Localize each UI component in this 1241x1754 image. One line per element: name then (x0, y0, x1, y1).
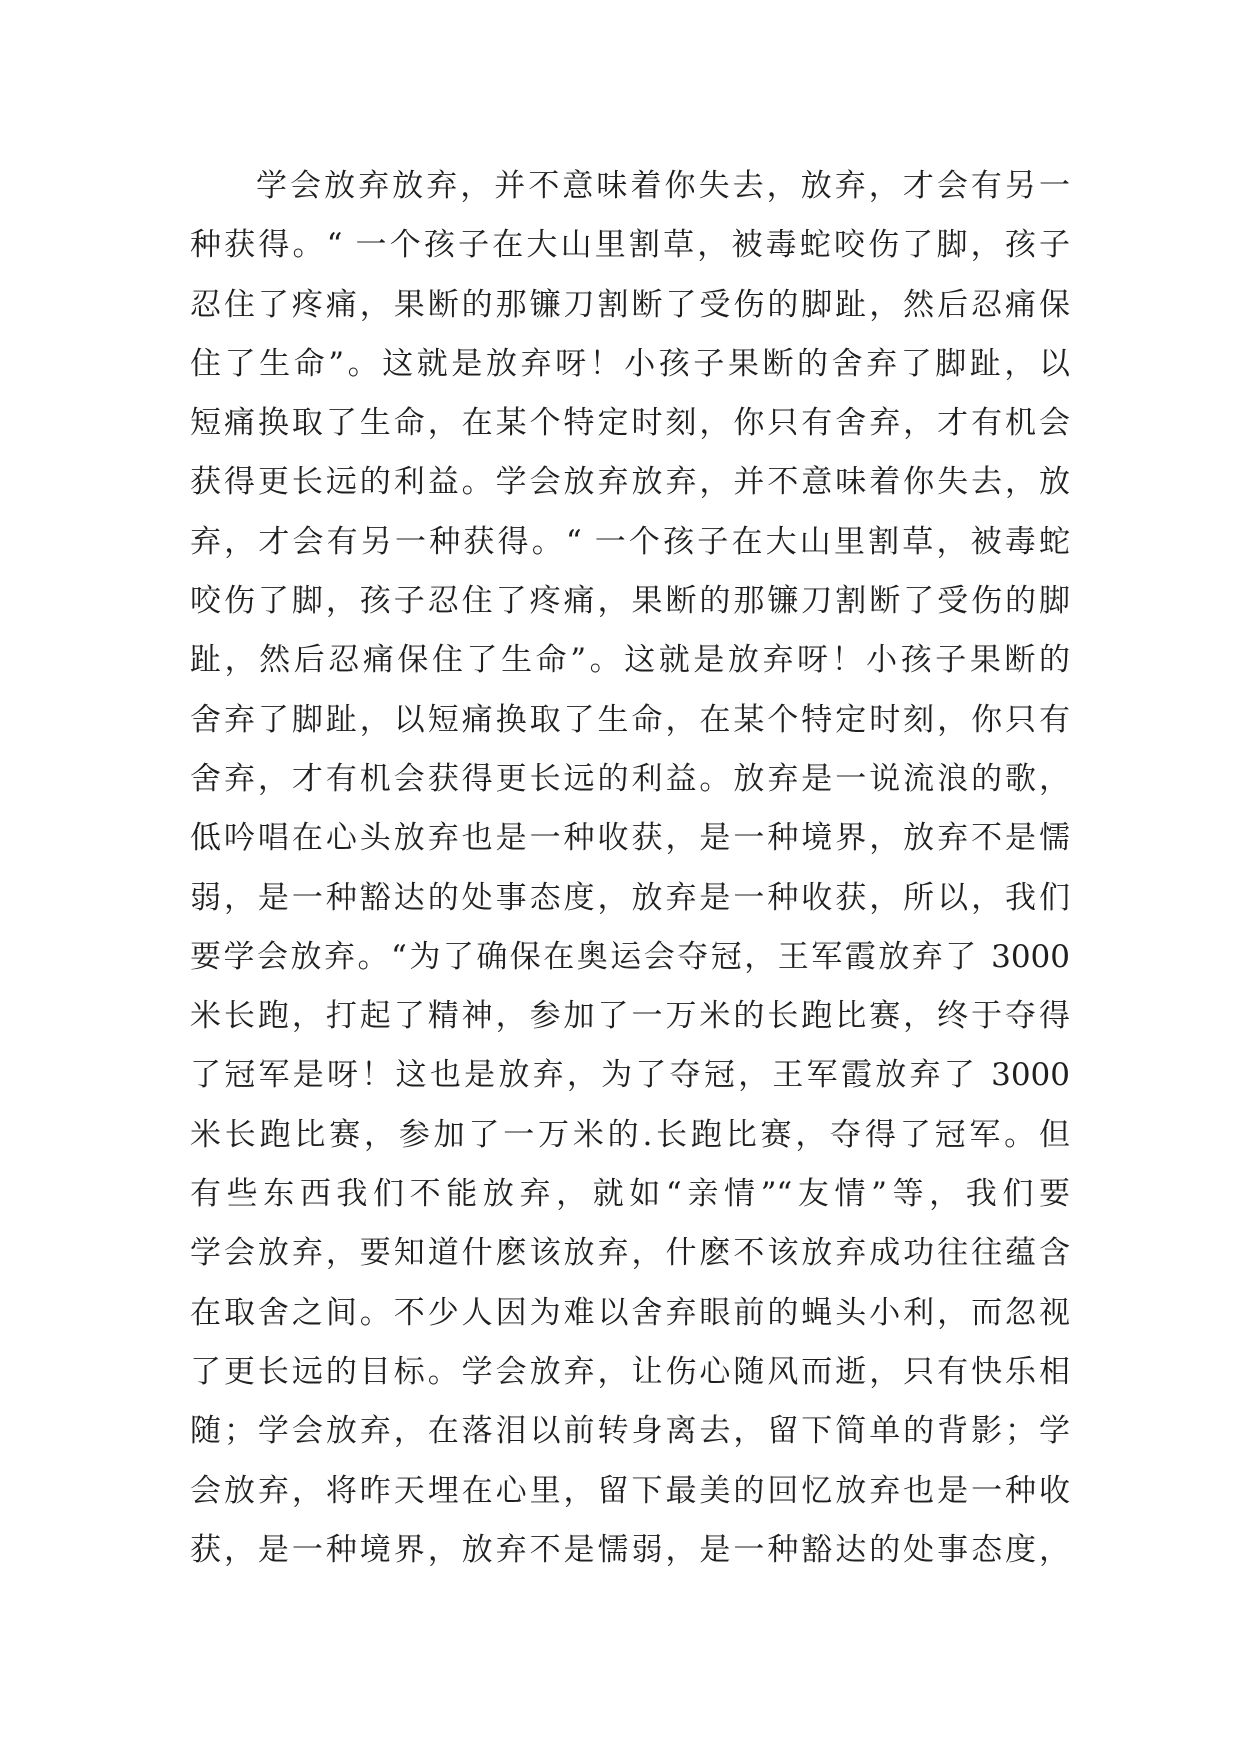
text-line: 获，是一种境界，放弃不是懦弱，是一种豁达的处事态度， (190, 1531, 1070, 1568)
body-paragraph (190, 157, 1070, 1580)
text-line: 忍住了疼痛，果断的那镰刀割断了受伤的脚趾，然后忍痛保 (190, 286, 1070, 323)
text-line: 住了生命”。这就是放弃呀！小孩子果断的舍弃了脚趾，以 (190, 345, 1070, 382)
text-line: 咬伤了脚，孩子忍住了疼痛，果断的那镰刀割断了受伤的脚 (190, 583, 1070, 620)
text-line: 低吟唱在心头放弃也是一种收获，是一种境界，放弃不是懦 (190, 820, 1070, 857)
text-line: 舍弃，才有机会获得更长远的利益。放弃是一说流浪的歌， (190, 760, 1070, 797)
text-line: 有些东西我们不能放弃，就如“亲情”“友情”等，我们要 (190, 1176, 1070, 1213)
text-line: 舍弃了脚趾，以短痛换取了生命，在某个特定时刻，你只有 (190, 701, 1070, 738)
text-line: 短痛换取了生命，在某个特定时刻，你只有舍弃，才有机会 (190, 405, 1070, 442)
text-line: 米长跑，打起了精神，参加了一万米的长跑比赛，终于夺得 (190, 998, 1070, 1035)
text-line: 要学会放弃。“为了确保在奥运会夺冠，王军霞放弃了 3000 (190, 938, 1070, 975)
text-line: 种获得。“ 一个孩子在大山里割草，被毒蛇咬伤了脚，孩子 (190, 227, 1070, 264)
text-line: 米长跑比赛，参加了一万米的.长跑比赛，夺得了冠军。但 (190, 1116, 1070, 1153)
text-line: 弱，是一种豁达的处事态度，放弃是一种收获，所以，我们 (190, 879, 1070, 916)
text-line: 随；学会放弃，在落泪以前转身离去，留下简单的背影；学 (190, 1413, 1070, 1450)
text-line: 会放弃，将昨天埋在心里，留下最美的回忆放弃也是一种收 (190, 1472, 1070, 1509)
text-line: 弃，才会有另一种获得。“ 一个孩子在大山里割草，被毒蛇 (190, 523, 1070, 560)
text-line: 在取舍之间。不少人因为难以舍弃眼前的蝇头小利，而忽视 (190, 1294, 1070, 1331)
text-line: 了更长远的目标。学会放弃，让伤心随风而逝，只有快乐相 (190, 1353, 1070, 1390)
text-line: 趾，然后忍痛保住了生命”。这就是放弃呀！小孩子果断的 (190, 642, 1070, 679)
text-line: 获得更长远的利益。学会放弃放弃，并不意味着你失去，放 (190, 464, 1070, 501)
text-line: 了冠军是呀！这也是放弃，为了夺冠，王军霞放弃了 3000 (190, 1057, 1070, 1094)
text-line: 学会放弃，要知道什麽该放弃，什麽不该放弃成功往往蕴含 (190, 1235, 1070, 1272)
text-line: 学会放弃放弃，并不意味着你失去，放弃，才会有另一 (256, 168, 1070, 204)
